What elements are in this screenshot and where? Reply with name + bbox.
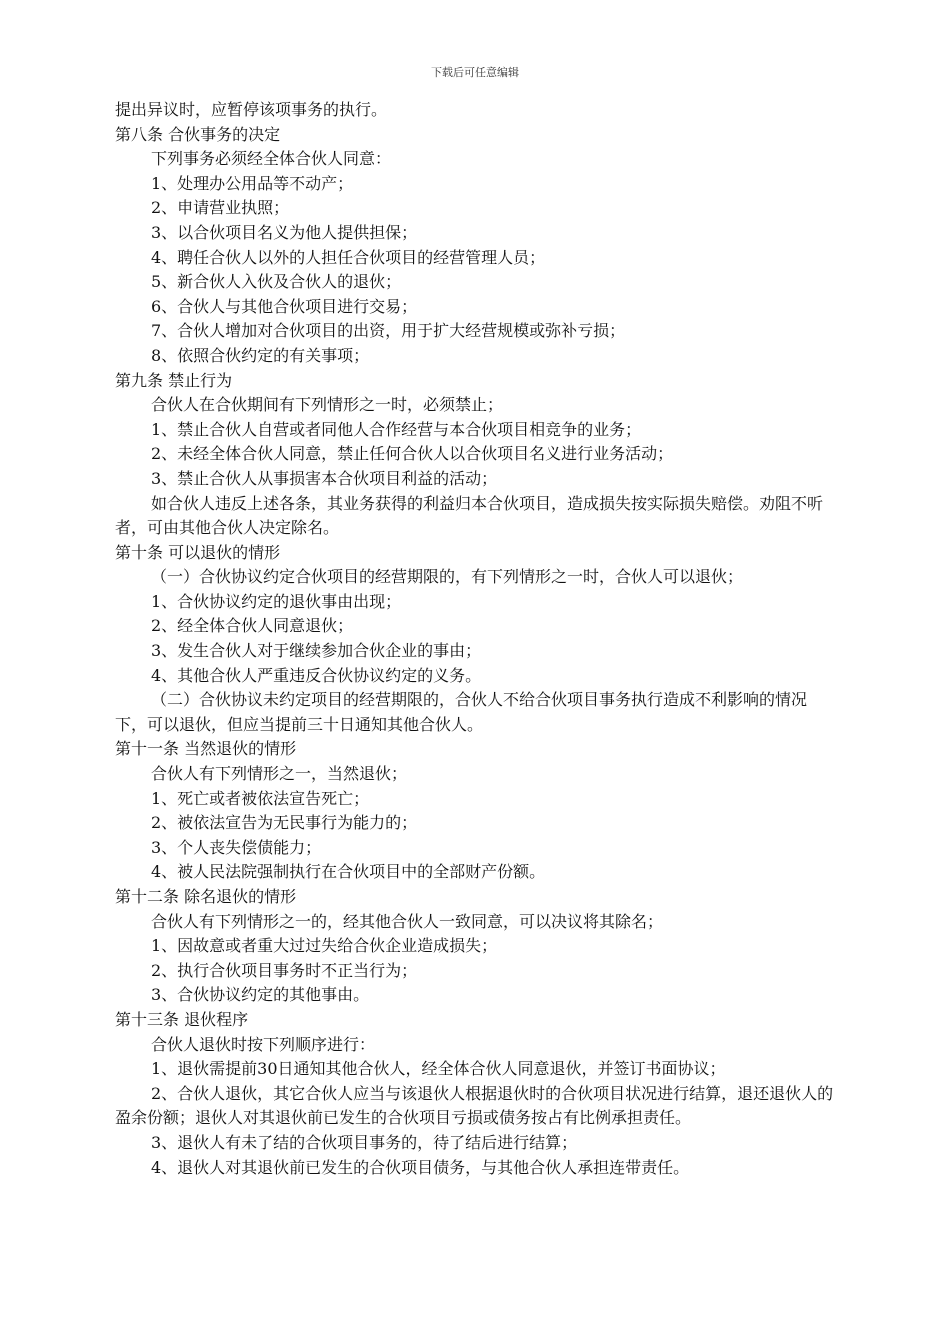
paragraph: 8、依照合伙约定的有关事项； [151, 345, 370, 365]
paragraph: 4、聘任合伙人以外的人担任合伙项目的经营管理人员； [151, 247, 546, 267]
paragraph: 4、其他合伙人严重违反合伙协议约定的义务。 [151, 665, 482, 685]
paragraph: 如合伙人违反上述各条，其业务获得的利益归本合伙项目，造成损失按实际损失赔偿。劝阻不听者，可由其他合伙人决定除名。 [115, 493, 824, 538]
paragraph: 合伙人退伙时按下列顺序进行： [151, 1034, 376, 1054]
paragraph: 合伙人有下列情形之一，当然退伙； [151, 764, 408, 784]
article-heading: 第九条 禁止行为 [115, 370, 233, 390]
paragraph: 3、发生合伙人对于继续参加合伙企业的事由； [151, 641, 482, 661]
paragraph: 6、合伙人与其他合伙项目进行交易； [151, 296, 418, 316]
document-body [115, 98, 837, 1180]
paragraph: 3、退伙人有未了结的合伙项目事务的，待了结后进行结算； [151, 1132, 578, 1152]
article-heading: 第十条 可以退伙的情形 [115, 542, 281, 562]
article-heading: 第十一条 当然退伙的情形 [115, 739, 297, 759]
paragraph: 3、合伙协议约定的其他事由。 [151, 985, 370, 1005]
paragraph: 2、经全体合伙人同意退伙； [151, 616, 354, 636]
paragraph: 5、新合伙人入伙及合伙人的退伙； [151, 272, 402, 292]
paragraph: 1、处理办公用品等不动产； [151, 173, 354, 193]
paragraph: 2、申请营业执照； [151, 198, 290, 218]
paragraph: 2、合伙人退伙，其它合伙人应当与该退伙人根据退伙时的合伙项目状况进行结算，退还退伙人的盈余份额；退伙人对其退伙前已发生的合伙项目亏损或债务按占有比例承担责任。 [115, 1083, 834, 1128]
paragraph: 7、合伙人增加对合伙项目的出资，用于扩大经营规模或弥补亏损； [151, 321, 626, 341]
paragraph: 1、死亡或者被依法宣告死亡； [151, 788, 370, 808]
paragraph: 3、以合伙项目名义为他人提供担保； [151, 222, 418, 242]
paragraph: 2、被依法宣告为无民事行为能力的； [151, 813, 418, 833]
paragraph: （一）合伙协议约定合伙项目的经营期限的，有下列情形之一时，合伙人可以退伙； [151, 567, 744, 587]
paragraph: 1、因故意或者重大过过失给合伙企业造成损失； [151, 936, 498, 956]
paragraph: 3、禁止合伙人从事损害本合伙项目利益的活动； [151, 468, 498, 488]
paragraph: （二）合伙协议未约定项目的经营期限的，合伙人不给合伙项目事务执行造成不利影响的情况下，可以退伙，但应当提前三十日通知其他合伙人。 [115, 690, 808, 734]
article-heading: 第八条 合伙事务的决定 [115, 124, 281, 144]
article-heading: 第十二条 除名退伙的情形 [115, 887, 297, 906]
paragraph: 2、未经全体合伙人同意，禁止任何合伙人以合伙项目名义进行业务活动； [151, 444, 674, 464]
article-heading: 提出异议时，应暂停该项事务的执行。 [115, 100, 388, 119]
paragraph: 4、被人民法院强制执行在合伙项目中的全部财产份额。 [151, 862, 546, 882]
paragraph: 1、合伙协议约定的退伙事由出现； [151, 591, 402, 611]
article-heading: 第十三条 退伙程序 [115, 1009, 249, 1029]
page-header: 下载后可任意编辑 [431, 66, 519, 79]
paragraph: 4、退伙人对其退伙前已发生的合伙项目债务，与其他合伙人承担连带责任。 [151, 1157, 690, 1177]
paragraph: 1、退伙需提前30日通知其他合伙人，经全体合伙人同意退伙，并签订书面协议； [151, 1059, 726, 1079]
paragraph: 下列事务必须经全体合伙人同意： [151, 149, 392, 169]
paragraph: 2、执行合伙项目事务时不正当行为； [151, 960, 418, 980]
paragraph: 1、禁止合伙人自营或者同他人合作经营与本合伙项目相竞争的业务； [151, 419, 642, 439]
paragraph: 3、个人丧失偿债能力； [151, 837, 322, 857]
paragraph: 合伙人在合伙期间有下列情形之一时，必须禁止； [151, 395, 504, 415]
paragraph: 合伙人有下列情形之一的，经其他合伙人一致同意，可以决议将其除名； [151, 911, 664, 931]
